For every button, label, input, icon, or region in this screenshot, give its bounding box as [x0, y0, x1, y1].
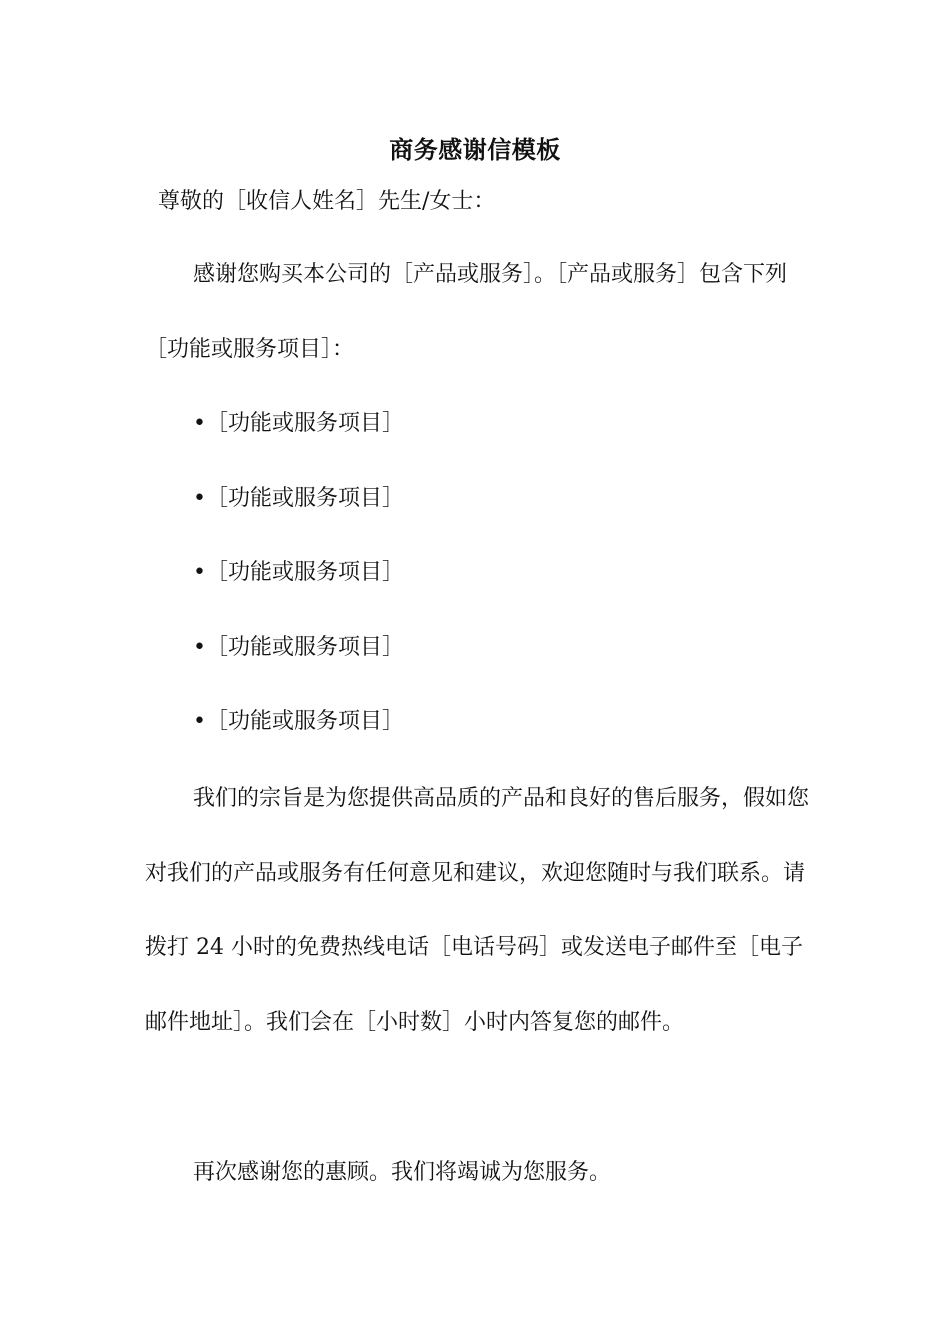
- document-title: 商务感谢信模板: [389, 135, 561, 164]
- paragraph-service: 我们的宗旨是为您提供高品质的产品和良好的售后服务，假如您对我们的产品或服务有任何意见和建议，欢迎您随时与我们联系。请拨打 24 小时的免费热线电话［电话号码］或发送电子邮件至［电子邮件地址］。我们会在［小时数］小时内答复您的邮件。: [145, 786, 810, 1035]
- paragraph-intro: 感谢您购买本公司的［产品或服务］。［产品或服务］包含下列［功能或服务项目］：: [145, 262, 788, 362]
- salutation: 尊敬的［收信人姓名］先生/女士：: [158, 189, 496, 214]
- list-item: •［功能或服务项目］: [193, 485, 404, 511]
- list-item: •［功能或服务项目］: [193, 634, 404, 660]
- list-item: •［功能或服务项目］: [193, 411, 404, 436]
- list-item: •［功能或服务项目］: [193, 709, 404, 734]
- list-item: •［功能或服务项目］: [193, 560, 404, 585]
- paragraph-closing: 再次感谢您的惠顾。我们将竭诚为您服务。: [193, 1160, 612, 1185]
- feature-list: [193, 387, 404, 760]
